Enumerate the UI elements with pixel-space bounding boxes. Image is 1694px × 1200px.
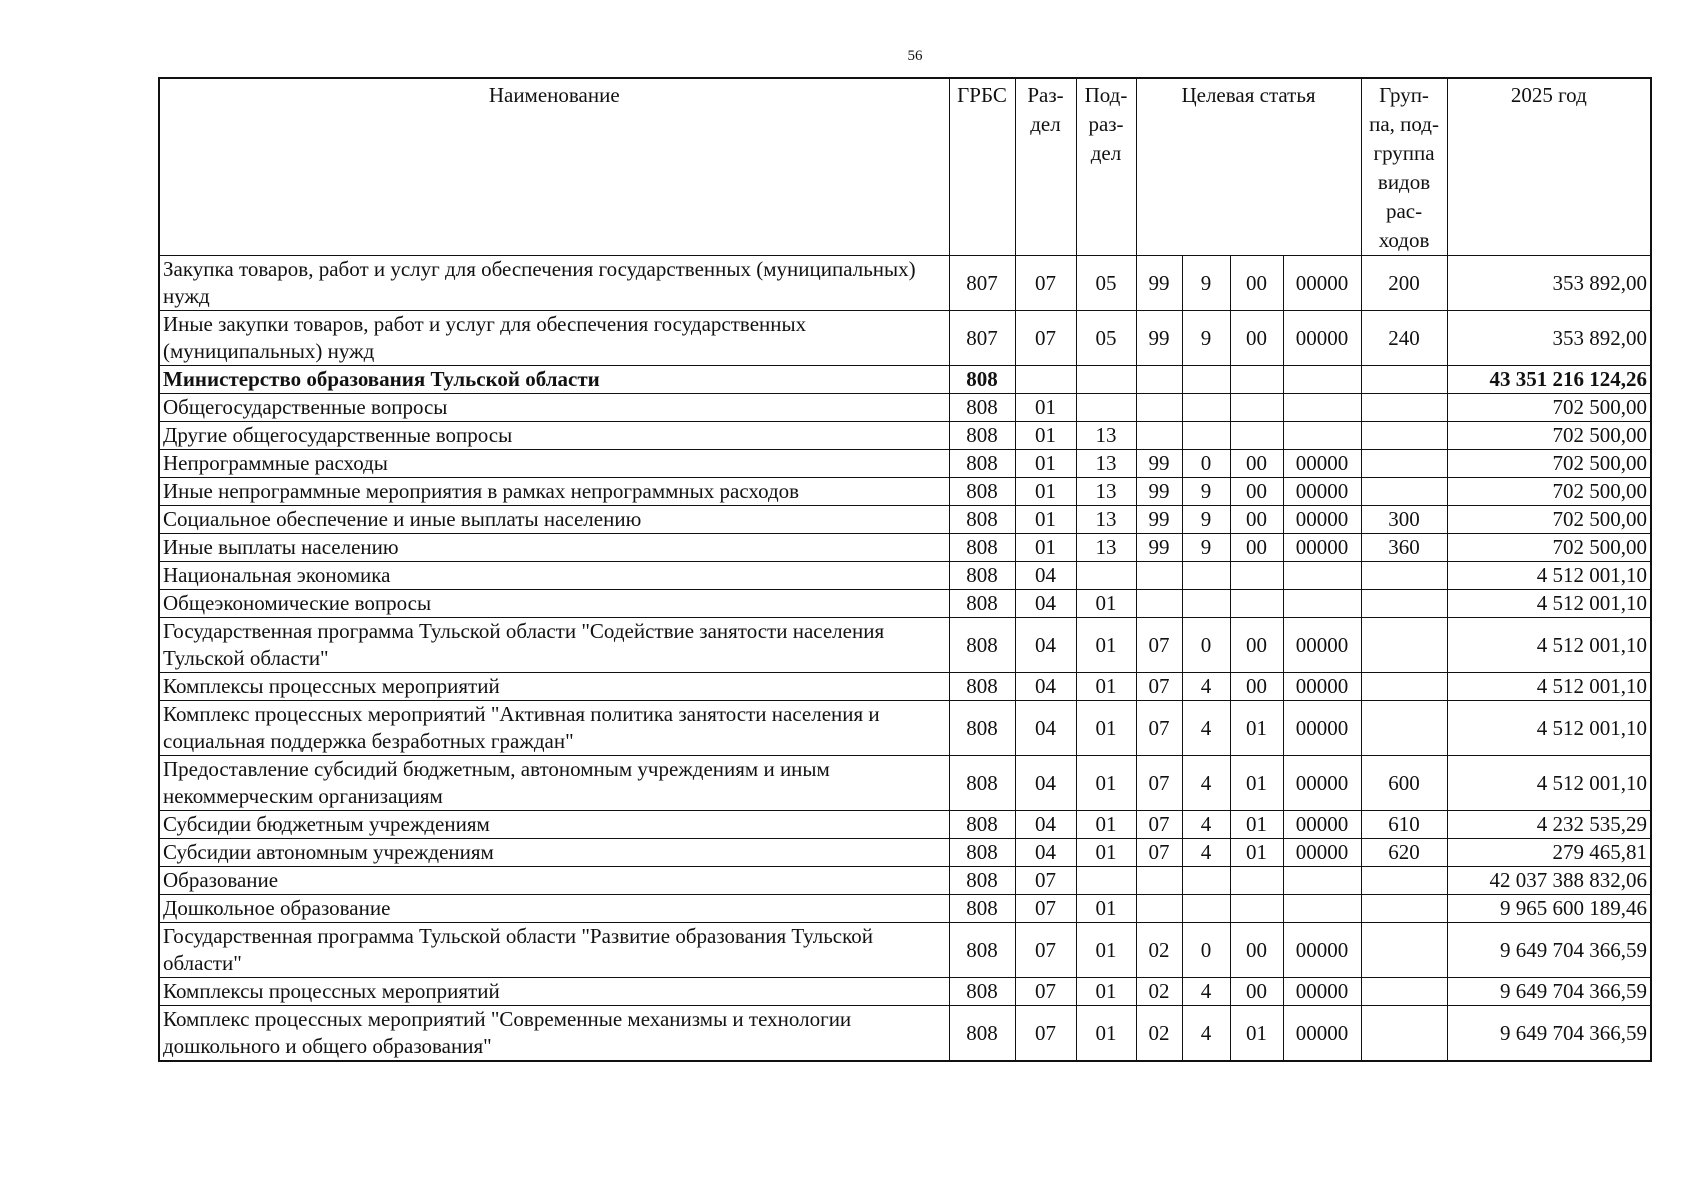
cell-cs-direction [1283,590,1361,618]
cell-podrazdel: 01 [1076,923,1136,978]
cell-cs-program: 07 [1136,673,1182,701]
cell-cs-direction [1283,562,1361,590]
cell-name: Национальная экономика [159,562,949,590]
cell-sum-2025: 9 649 704 366,59 [1447,978,1651,1006]
cell-cs-structure: 00 [1230,978,1283,1006]
cell-cs-type: 4 [1182,811,1230,839]
header-podrazdel: Под- раз- дел [1076,78,1136,256]
cell-podrazdel: 13 [1076,534,1136,562]
cell-cs-type [1182,394,1230,422]
cell-cs-type: 4 [1182,701,1230,756]
cell-name: Иные выплаты населению [159,534,949,562]
cell-cs-direction: 00000 [1283,506,1361,534]
cell-cs-direction [1283,366,1361,394]
cell-cs-program: 99 [1136,311,1182,366]
cell-vid-rashodov [1361,422,1447,450]
cell-grbs: 808 [949,756,1015,811]
cell-cs-type: 9 [1182,256,1230,311]
cell-podrazdel: 13 [1076,422,1136,450]
cell-cs-type: 0 [1182,450,1230,478]
cell-cs-direction: 00000 [1283,701,1361,756]
cell-vid-rashodov [1361,673,1447,701]
cell-cs-direction: 00000 [1283,978,1361,1006]
cell-razdel: 07 [1015,978,1076,1006]
cell-podrazdel: 13 [1076,450,1136,478]
cell-grbs: 808 [949,478,1015,506]
cell-cs-direction: 00000 [1283,478,1361,506]
cell-cs-structure [1230,366,1283,394]
cell-cs-program: 02 [1136,1006,1182,1062]
cell-vid-rashodov: 610 [1361,811,1447,839]
cell-sum-2025: 702 500,00 [1447,478,1651,506]
table-row [159,394,1651,422]
cell-vid-rashodov [1361,366,1447,394]
cell-cs-program: 99 [1136,256,1182,311]
cell-name: Другие общегосударственные вопросы [159,422,949,450]
header-row [159,78,1651,256]
cell-vid-rashodov: 240 [1361,311,1447,366]
cell-sum-2025: 9 649 704 366,59 [1447,1006,1651,1062]
table-row [159,923,1651,978]
cell-vid-rashodov [1361,394,1447,422]
cell-vid-rashodov [1361,895,1447,923]
cell-cs-type: 0 [1182,618,1230,673]
cell-podrazdel: 01 [1076,811,1136,839]
cell-razdel: 01 [1015,394,1076,422]
cell-name: Предоставление субсидий бюджетным, автономным учреждениям и иным некоммерческим организациям [159,756,949,811]
cell-grbs: 808 [949,923,1015,978]
cell-cs-program: 99 [1136,534,1182,562]
cell-cs-direction: 00000 [1283,811,1361,839]
cell-cs-structure: 00 [1230,256,1283,311]
cell-cs-structure [1230,867,1283,895]
cell-razdel: 01 [1015,422,1076,450]
cell-cs-program: 07 [1136,811,1182,839]
cell-cs-type [1182,366,1230,394]
cell-grbs: 808 [949,394,1015,422]
cell-cs-program [1136,590,1182,618]
cell-vid-rashodov [1361,978,1447,1006]
cell-podrazdel: 01 [1076,618,1136,673]
cell-cs-structure: 00 [1230,478,1283,506]
table-row [159,562,1651,590]
cell-cs-program [1136,366,1182,394]
cell-vid-rashodov [1361,618,1447,673]
cell-cs-structure: 01 [1230,811,1283,839]
cell-grbs: 808 [949,701,1015,756]
table-row [159,478,1651,506]
cell-cs-structure: 00 [1230,923,1283,978]
table-row [159,618,1651,673]
cell-name: Комплексы процессных мероприятий [159,978,949,1006]
cell-sum-2025: 702 500,00 [1447,506,1651,534]
cell-cs-structure [1230,590,1283,618]
cell-cs-program [1136,422,1182,450]
cell-grbs: 808 [949,673,1015,701]
cell-sum-2025: 4 232 535,29 [1447,811,1651,839]
cell-cs-structure: 00 [1230,311,1283,366]
cell-razdel: 04 [1015,590,1076,618]
table-row [159,756,1651,811]
cell-grbs: 808 [949,590,1015,618]
table-row [159,534,1651,562]
cell-name: Дошкольное образование [159,895,949,923]
table-body [159,256,1651,1062]
cell-razdel: 01 [1015,534,1076,562]
header-name: Наименование [159,78,949,256]
page-number: 56 [907,48,923,64]
cell-cs-type [1182,590,1230,618]
cell-name: Закупка товаров, работ и услуг для обеспечения государственных (муниципальных) нужд [159,256,949,311]
cell-name: Министерство образования Тульской области [159,366,949,394]
cell-grbs: 808 [949,534,1015,562]
cell-vid-rashodov [1361,450,1447,478]
cell-name: Общегосударственные вопросы [159,394,949,422]
cell-grbs: 807 [949,311,1015,366]
cell-sum-2025: 353 892,00 [1447,256,1651,311]
cell-cs-program: 02 [1136,923,1182,978]
cell-name: Комплекс процессных мероприятий "Активная политика занятости населения и социальная поддержка безработных граждан" [159,701,949,756]
cell-razdel: 01 [1015,506,1076,534]
cell-sum-2025: 279 465,81 [1447,839,1651,867]
cell-cs-structure: 00 [1230,618,1283,673]
cell-cs-direction: 00000 [1283,756,1361,811]
cell-cs-program [1136,867,1182,895]
header-razdel: Раз- дел [1015,78,1076,256]
cell-sum-2025: 4 512 001,10 [1447,562,1651,590]
cell-grbs: 808 [949,811,1015,839]
cell-grbs: 808 [949,1006,1015,1062]
cell-sum-2025: 9 965 600 189,46 [1447,895,1651,923]
cell-cs-structure: 01 [1230,756,1283,811]
header-year-2025: 2025 год [1447,78,1651,256]
cell-cs-structure: 01 [1230,1006,1283,1062]
cell-cs-direction: 00000 [1283,673,1361,701]
cell-podrazdel [1076,867,1136,895]
cell-sum-2025: 702 500,00 [1447,422,1651,450]
cell-grbs: 808 [949,450,1015,478]
cell-cs-direction [1283,867,1361,895]
cell-name: Государственная программа Тульской области "Содействие занятости населения Тульской области" [159,618,949,673]
cell-razdel: 04 [1015,756,1076,811]
cell-grbs: 808 [949,366,1015,394]
cell-cs-type: 9 [1182,506,1230,534]
cell-vid-rashodov [1361,867,1447,895]
cell-sum-2025: 9 649 704 366,59 [1447,923,1651,978]
cell-grbs: 808 [949,895,1015,923]
cell-grbs: 808 [949,422,1015,450]
budget-table [158,77,1652,1062]
cell-razdel: 07 [1015,867,1076,895]
cell-cs-program [1136,562,1182,590]
cell-name: Субсидии автономным учреждениям [159,839,949,867]
cell-cs-program [1136,895,1182,923]
header-vid-rashodov: Груп- па, под- группа видов рас- ходов [1361,78,1447,256]
cell-sum-2025: 353 892,00 [1447,311,1651,366]
cell-cs-type [1182,895,1230,923]
cell-cs-direction: 00000 [1283,923,1361,978]
cell-sum-2025: 4 512 001,10 [1447,618,1651,673]
cell-razdel: 04 [1015,701,1076,756]
table-row [159,590,1651,618]
cell-cs-program [1136,394,1182,422]
cell-cs-type: 4 [1182,1006,1230,1062]
table-row [159,978,1651,1006]
cell-grbs: 808 [949,506,1015,534]
cell-cs-structure: 01 [1230,839,1283,867]
cell-vid-rashodov [1361,923,1447,978]
cell-cs-program: 07 [1136,839,1182,867]
cell-grbs: 808 [949,867,1015,895]
cell-cs-structure [1230,562,1283,590]
cell-cs-direction: 00000 [1283,1006,1361,1062]
cell-sum-2025: 4 512 001,10 [1447,673,1651,701]
table-row [159,311,1651,366]
cell-razdel: 04 [1015,811,1076,839]
table-row [159,366,1651,394]
table-row [159,811,1651,839]
cell-podrazdel: 01 [1076,590,1136,618]
cell-sum-2025: 702 500,00 [1447,394,1651,422]
cell-vid-rashodov: 200 [1361,256,1447,311]
cell-grbs: 808 [949,978,1015,1006]
cell-cs-type [1182,867,1230,895]
cell-vid-rashodov [1361,478,1447,506]
cell-cs-type: 4 [1182,756,1230,811]
cell-cs-structure [1230,895,1283,923]
cell-sum-2025: 702 500,00 [1447,534,1651,562]
table-row [159,1006,1651,1062]
cell-podrazdel [1076,394,1136,422]
cell-podrazdel: 13 [1076,478,1136,506]
cell-cs-program: 07 [1136,756,1182,811]
cell-vid-rashodov: 360 [1361,534,1447,562]
cell-name: Социальное обеспечение и иные выплаты населению [159,506,949,534]
cell-name: Иные непрограммные мероприятия в рамках непрограммных расходов [159,478,949,506]
cell-razdel: 04 [1015,673,1076,701]
cell-cs-program: 02 [1136,978,1182,1006]
cell-cs-program: 07 [1136,701,1182,756]
cell-grbs: 808 [949,618,1015,673]
table-row [159,867,1651,895]
cell-cs-type: 9 [1182,534,1230,562]
cell-grbs: 807 [949,256,1015,311]
cell-podrazdel: 05 [1076,311,1136,366]
cell-podrazdel: 01 [1076,978,1136,1006]
cell-podrazdel [1076,562,1136,590]
cell-cs-type [1182,562,1230,590]
cell-podrazdel: 01 [1076,701,1136,756]
cell-podrazdel: 01 [1076,756,1136,811]
cell-sum-2025: 4 512 001,10 [1447,701,1651,756]
cell-razdel [1015,366,1076,394]
header-celevaya-statya: Целевая статья [1136,78,1361,256]
cell-sum-2025: 43 351 216 124,26 [1447,366,1651,394]
cell-razdel: 07 [1015,895,1076,923]
cell-razdel: 04 [1015,839,1076,867]
cell-podrazdel [1076,366,1136,394]
cell-cs-direction: 00000 [1283,534,1361,562]
cell-razdel: 07 [1015,1006,1076,1062]
cell-cs-program: 99 [1136,450,1182,478]
cell-cs-type [1182,422,1230,450]
table-row [159,256,1651,311]
cell-cs-direction: 00000 [1283,256,1361,311]
cell-cs-structure [1230,394,1283,422]
cell-cs-type: 9 [1182,478,1230,506]
cell-name: Субсидии бюджетным учреждениям [159,811,949,839]
cell-name: Иные закупки товаров, работ и услуг для обеспечения государственных (муниципальных) нужд [159,311,949,366]
cell-sum-2025: 702 500,00 [1447,450,1651,478]
cell-cs-structure: 00 [1230,506,1283,534]
cell-name: Комплексы процессных мероприятий [159,673,949,701]
table-row [159,839,1651,867]
cell-podrazdel: 05 [1076,256,1136,311]
header-grbs: ГРБС [949,78,1015,256]
cell-cs-type: 9 [1182,311,1230,366]
cell-name: Общеэкономические вопросы [159,590,949,618]
cell-name: Комплекс процессных мероприятий "Современные механизмы и технологии дошкольного и общего образования" [159,1006,949,1062]
cell-razdel: 07 [1015,256,1076,311]
table-row [159,450,1651,478]
cell-razdel: 01 [1015,450,1076,478]
cell-cs-structure: 01 [1230,701,1283,756]
table-row [159,506,1651,534]
cell-vid-rashodov [1361,590,1447,618]
cell-name: Образование [159,867,949,895]
cell-podrazdel: 01 [1076,839,1136,867]
cell-podrazdel: 01 [1076,673,1136,701]
cell-cs-program: 99 [1136,506,1182,534]
cell-cs-structure: 00 [1230,534,1283,562]
cell-vid-rashodov: 300 [1361,506,1447,534]
table-row [159,673,1651,701]
cell-cs-structure [1230,422,1283,450]
cell-cs-program: 07 [1136,618,1182,673]
cell-name: Государственная программа Тульской области "Развитие образования Тульской области" [159,923,949,978]
cell-podrazdel: 13 [1076,506,1136,534]
cell-cs-type: 4 [1182,673,1230,701]
cell-podrazdel: 01 [1076,1006,1136,1062]
cell-cs-type: 0 [1182,923,1230,978]
cell-vid-rashodov: 620 [1361,839,1447,867]
cell-razdel: 01 [1015,478,1076,506]
cell-vid-rashodov: 600 [1361,756,1447,811]
cell-grbs: 808 [949,839,1015,867]
cell-razdel: 04 [1015,618,1076,673]
cell-cs-structure: 00 [1230,673,1283,701]
cell-cs-structure: 00 [1230,450,1283,478]
cell-vid-rashodov [1361,701,1447,756]
cell-razdel: 07 [1015,923,1076,978]
cell-sum-2025: 4 512 001,10 [1447,590,1651,618]
cell-cs-type: 4 [1182,978,1230,1006]
cell-cs-direction [1283,394,1361,422]
cell-name: Непрограммные расходы [159,450,949,478]
table-row [159,895,1651,923]
cell-razdel: 07 [1015,311,1076,366]
cell-cs-type: 4 [1182,839,1230,867]
cell-razdel: 04 [1015,562,1076,590]
cell-cs-direction: 00000 [1283,311,1361,366]
cell-cs-direction: 00000 [1283,450,1361,478]
table-row [159,422,1651,450]
cell-sum-2025: 42 037 388 832,06 [1447,867,1651,895]
cell-sum-2025: 4 512 001,10 [1447,756,1651,811]
cell-grbs: 808 [949,562,1015,590]
cell-cs-program: 99 [1136,478,1182,506]
cell-cs-direction [1283,422,1361,450]
cell-cs-direction: 00000 [1283,618,1361,673]
table-row [159,701,1651,756]
cell-cs-direction [1283,895,1361,923]
cell-vid-rashodov [1361,562,1447,590]
cell-cs-direction: 00000 [1283,839,1361,867]
cell-podrazdel: 01 [1076,895,1136,923]
cell-vid-rashodov [1361,1006,1447,1062]
